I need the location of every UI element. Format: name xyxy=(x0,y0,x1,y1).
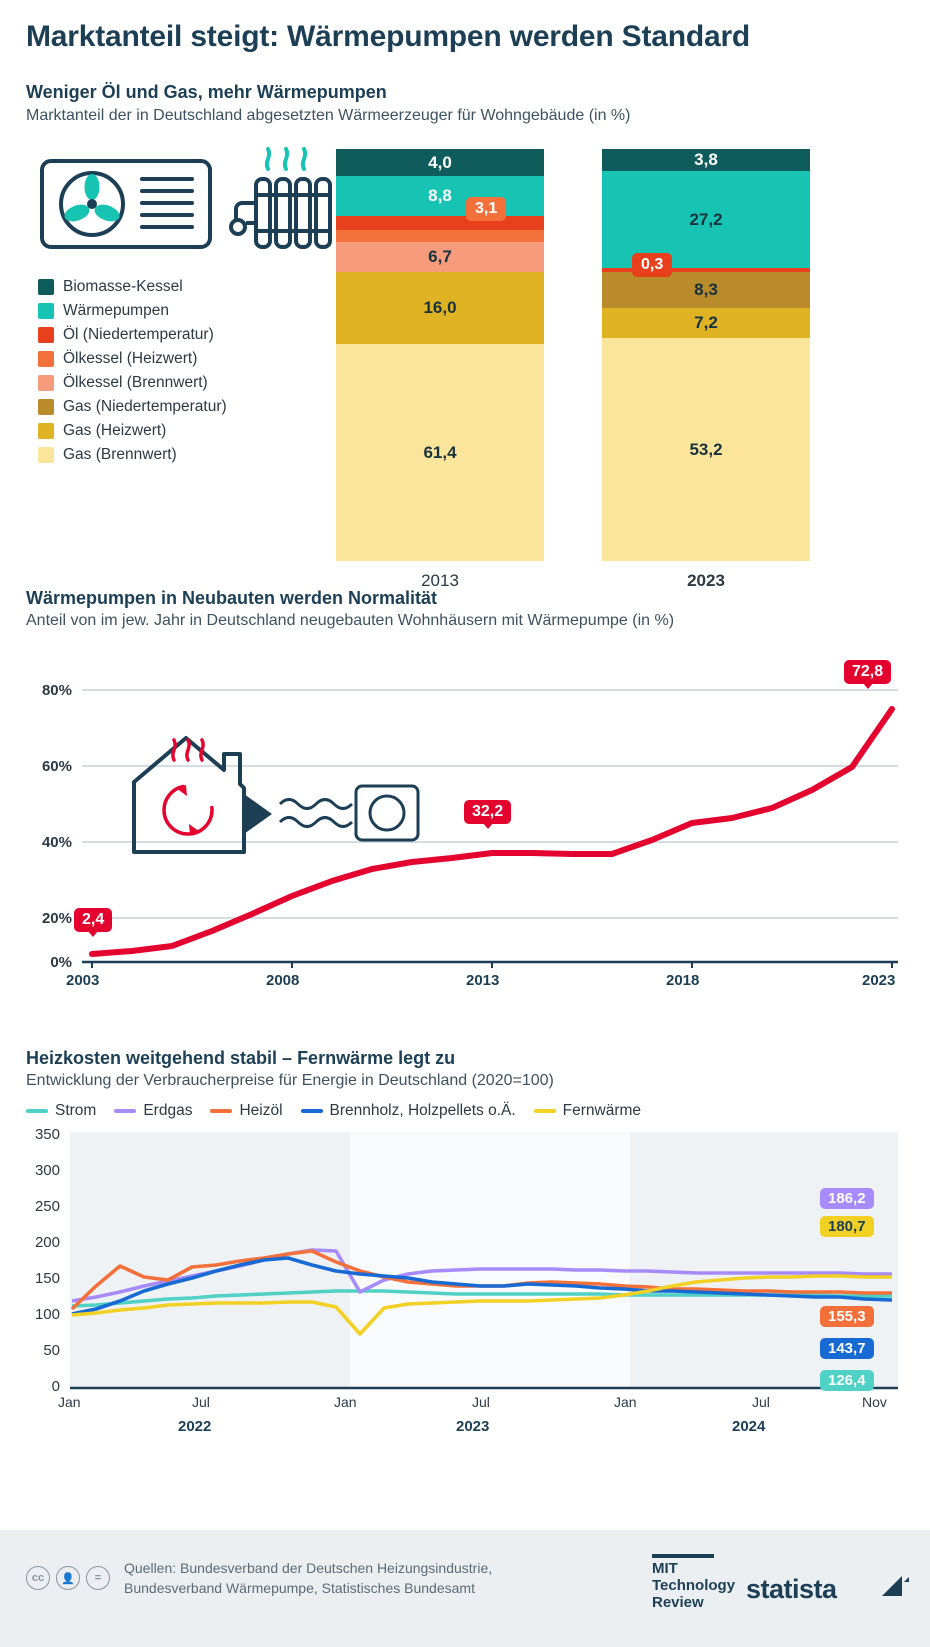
legend-label: Gas (Brennwert) xyxy=(63,446,177,463)
legend-item xyxy=(38,398,227,416)
bar-segment-biomasse xyxy=(602,149,810,171)
bar-value: 8,8 xyxy=(428,186,452,205)
bar-segment-oel-brennwert xyxy=(336,242,544,272)
annotation-2013: 32,2 xyxy=(464,800,511,824)
cc-by-icon: 👤 xyxy=(56,1566,80,1590)
section3-legend xyxy=(26,1102,906,1120)
legend-swatch-gas-nt xyxy=(38,399,54,415)
legend-line-brennholz xyxy=(301,1109,323,1113)
section-newbuild-heatpumps xyxy=(26,588,906,989)
multi-line-chart-svg xyxy=(26,1126,906,1426)
mit-line-2: Technology xyxy=(652,1576,736,1594)
mit-technology-review-logo xyxy=(652,1554,735,1611)
y-tick-60: 60% xyxy=(41,758,72,775)
mit-line-3: Review xyxy=(652,1593,704,1611)
legend-swatch-biomasse xyxy=(38,279,54,295)
x-tick-jul-2023: Jul xyxy=(472,1394,490,1410)
page-title: Marktanteil steigt: Wärmepumpen werden Standard xyxy=(26,20,751,53)
y-tick-200: 200 xyxy=(34,1234,60,1251)
y-tick-300: 300 xyxy=(34,1162,60,1179)
y-tick-150: 150 xyxy=(34,1270,60,1287)
mit-line-1: MIT xyxy=(652,1560,678,1577)
bar-segment-oel-nt xyxy=(336,216,544,230)
legend-swatch-oel-nt xyxy=(38,327,54,343)
x-tick-jan-2022: Jan xyxy=(58,1394,81,1410)
annotation-2023: 72,8 xyxy=(844,660,891,684)
bar-segment-gas-heizwert xyxy=(602,308,810,338)
y-tick-0: 0% xyxy=(50,954,72,971)
legend-line-heizoel xyxy=(210,1109,232,1113)
bar-2013 xyxy=(336,149,544,591)
legend-swatch-gas-heizwert xyxy=(38,423,54,439)
section2-title: Wärmepumpen in Neubauten werden Normalität xyxy=(26,588,438,608)
legend-swatch-oel-heizwert xyxy=(38,351,54,367)
legend-swatch-gas-brennwert xyxy=(38,447,54,463)
section1-title: Weniger Öl und Gas, mehr Wärmepumpen xyxy=(26,82,387,102)
legend-label: Öl (Niedertemperatur) xyxy=(63,326,214,343)
bar-segment-gas-brennwert xyxy=(602,338,810,561)
legend-swatch-oel-brennwert xyxy=(38,375,54,391)
statista-mark-icon xyxy=(880,1574,910,1600)
legend-line-strom xyxy=(26,1109,48,1113)
x-tick-2023: 2023 xyxy=(862,972,896,989)
legend-label: Brennholz, Holzpellets o.Ä. xyxy=(329,1102,516,1119)
section3-subtitle: Entwicklung der Verbraucherpreise für Energie in Deutschland (2020=100) xyxy=(26,1072,554,1089)
y-tick-50: 50 xyxy=(43,1342,60,1359)
x-tick-jul-2024: Jul xyxy=(752,1394,770,1410)
x-tick-2013: 2013 xyxy=(466,972,500,989)
legend-item xyxy=(38,350,227,368)
bar-axis-label-2013: 2013 xyxy=(421,571,459,590)
bar-segment-gas-nt xyxy=(602,272,810,308)
callout-oel-nt-2023: 0,3 xyxy=(632,253,672,277)
cc-icon: cc xyxy=(26,1566,50,1590)
endlabel-brennholz: 143,7 xyxy=(820,1338,874,1359)
legend-item-fernwaerme xyxy=(534,1102,641,1120)
sources-line-2: Bundesverband Wärmepumpe, Statistisches Bundesamt xyxy=(124,1580,475,1597)
legend-item xyxy=(38,278,227,296)
y-tick-80: 80% xyxy=(41,682,72,699)
x-tick-2018: 2018 xyxy=(666,972,700,989)
legend-label: Ölkessel (Brennwert) xyxy=(63,374,208,391)
legend-label: Fernwärme xyxy=(562,1102,642,1119)
bar-value: 61,4 xyxy=(423,442,457,462)
callout-oel-nt-2013: 3,1 xyxy=(466,197,506,221)
y-tick-0: 0 xyxy=(51,1378,60,1395)
cc-nd-icon: = xyxy=(86,1566,110,1590)
bar-segment-biomasse xyxy=(336,149,544,176)
y-tick-40: 40% xyxy=(41,834,72,851)
sources-line-1: Quellen: Bundesverband der Deutschen Heizungsindustrie, xyxy=(124,1560,493,1576)
creative-commons-icons xyxy=(26,1566,110,1590)
bar-segment-oel-heizwert xyxy=(336,230,544,242)
legend-line-fernwaerme xyxy=(534,1109,556,1113)
bar-axis-label-2023: 2023 xyxy=(687,571,725,590)
legend-label: Gas (Heizwert) xyxy=(63,422,167,439)
sources xyxy=(124,1558,492,1599)
legend-label: Heizöl xyxy=(239,1102,283,1119)
legend-item-heizoel xyxy=(210,1102,282,1120)
legend-label: Strom xyxy=(55,1102,97,1119)
section2-subtitle: Anteil von im jew. Jahr in Deutschland neugebauten Wohnhäusern mit Wärmepumpe (in %) xyxy=(26,612,675,629)
section2-chart xyxy=(26,642,906,989)
endlabel-heizoel: 155,3 xyxy=(820,1306,874,1327)
section1-subtitle: Marktanteil der in Deutschland abgesetzten Wärmeerzeuger für Wohngebäude (in %) xyxy=(26,107,631,124)
bar-value: 8,3 xyxy=(694,280,718,299)
bar-value: 3,8 xyxy=(694,150,718,169)
legend-label: Erdgas xyxy=(143,1102,193,1119)
section-energy-prices xyxy=(26,1048,906,1435)
bar-value: 6,7 xyxy=(428,247,452,266)
bar-segment-waermepumpen xyxy=(336,176,544,216)
legend-swatch-waermepumpen xyxy=(38,303,54,319)
section3-title: Heizkosten weitgehend stabil – Fernwärme legt zu xyxy=(26,1048,456,1068)
x-tick-2008: 2008 xyxy=(266,972,300,989)
bar-value: 7,2 xyxy=(694,313,718,332)
endlabel-erdgas: 186,2 xyxy=(820,1188,874,1209)
footer xyxy=(0,1530,930,1647)
section-market-share xyxy=(26,82,906,590)
x-tick-jan-2023: Jan xyxy=(334,1394,357,1410)
year-label-2024: 2024 xyxy=(732,1418,766,1435)
bar-segment-gas-brennwert xyxy=(336,344,544,561)
legend-label: Biomasse-Kessel xyxy=(63,278,183,295)
legend-item xyxy=(38,302,227,320)
y-tick-350: 350 xyxy=(34,1126,60,1143)
x-tick-nov-2024: Nov xyxy=(862,1394,887,1410)
year-label-2022: 2022 xyxy=(178,1418,212,1435)
legend-item-strom xyxy=(26,1102,96,1120)
x-tick-2003: 2003 xyxy=(66,972,100,989)
bar-value: 53,2 xyxy=(689,439,723,459)
x-tick-jan-2024: Jan xyxy=(614,1394,637,1410)
section1-body xyxy=(26,143,906,590)
legend-item xyxy=(38,446,227,464)
legend-item-erdgas xyxy=(114,1102,192,1120)
year-label-2023: 2023 xyxy=(456,1418,490,1435)
endlabel-strom: 126,4 xyxy=(820,1370,874,1391)
legend-item-brennholz xyxy=(301,1102,516,1120)
legend-label: Gas (Niedertemperatur) xyxy=(63,398,227,415)
mit-logo-bar xyxy=(652,1554,714,1558)
legend-item xyxy=(38,422,227,440)
y-tick-250: 250 xyxy=(34,1198,60,1215)
y-tick-100: 100 xyxy=(34,1306,60,1323)
legend-line-erdgas xyxy=(114,1109,136,1113)
endlabel-fernwaerme: 180,7 xyxy=(820,1216,874,1237)
bar-value: 4,0 xyxy=(428,152,452,172)
bar-segment-gas-nt xyxy=(336,272,544,344)
legend-item xyxy=(38,326,227,344)
section1-legend xyxy=(38,278,227,470)
annotation-2003: 2,4 xyxy=(74,908,112,932)
bar-value: 27,2 xyxy=(689,209,723,229)
x-tick-jul-2022: Jul xyxy=(192,1394,210,1410)
legend-item xyxy=(38,374,227,392)
bar-2023 xyxy=(602,149,810,591)
y-tick-20: 20% xyxy=(41,910,72,927)
section3-chart xyxy=(26,1126,906,1435)
legend-label: Wärmepumpen xyxy=(63,302,169,319)
statista-logo: statista xyxy=(746,1574,837,1604)
bar-value: 16,0 xyxy=(423,298,457,317)
legend-label: Ölkessel (Heizwert) xyxy=(63,350,198,367)
heat-pump-icon xyxy=(40,149,215,259)
